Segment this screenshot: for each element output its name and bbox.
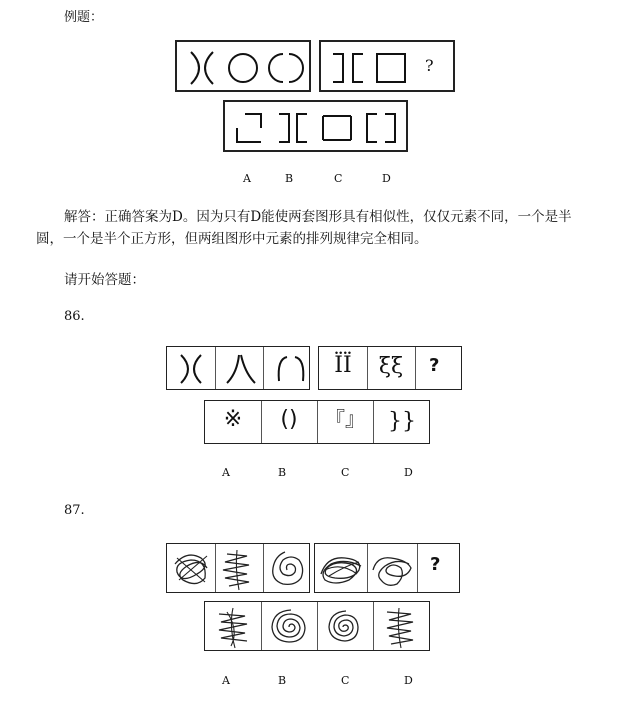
q86-set1-box	[166, 346, 310, 390]
q86-option-a-glyph: ※	[223, 407, 243, 432]
q86-set2-box	[318, 346, 462, 390]
q86-number: 86.	[64, 309, 85, 324]
example-option-d: D	[382, 172, 391, 185]
q86-options-box	[204, 400, 430, 444]
example-set1-figures	[177, 42, 313, 94]
example-set2-box	[319, 40, 455, 92]
q87-question-mark: ?	[430, 554, 441, 575]
q86-option-a: A	[222, 466, 230, 479]
example-option-c: C	[334, 172, 343, 185]
q86-option-b: B	[278, 466, 287, 479]
q87-options-box	[204, 601, 430, 651]
q86-glyph-double-i: ÏÏ	[334, 353, 352, 378]
example-option-a: A	[243, 172, 251, 185]
q86-glyph-xi: ξξ	[378, 354, 404, 379]
example-heading: 例题：	[64, 10, 104, 25]
q87-number: 87.	[64, 503, 85, 518]
q87-set1-figures	[167, 544, 311, 594]
q87-option-figures	[205, 602, 431, 652]
q86-set1-figures	[167, 347, 311, 391]
q87-option-b: B	[278, 674, 287, 687]
example-set2-figures	[321, 42, 457, 94]
q87-option-a: A	[222, 674, 230, 687]
example-option-figures	[225, 102, 410, 154]
q87-set1-box	[166, 543, 310, 593]
q86-option-c-glyph: 『』	[325, 407, 365, 431]
example-answer: 解答：正确答案为D。因为只有D能使两套图形具有相似性，仅仅元素不同，一个是半圆，一个是半个正方形，但两组图形中元素的排列规律完全相同。	[36, 209, 572, 247]
q86-option-c: C	[341, 466, 350, 479]
example-question-mark: ?	[425, 56, 434, 75]
start-prompt: 请开始答题：	[64, 272, 145, 288]
q87-option-c: C	[341, 674, 350, 687]
q87-set2-box	[314, 543, 460, 593]
example-set1-box	[175, 40, 311, 92]
example-options-box	[223, 100, 408, 152]
q86-question-mark: ?	[429, 355, 440, 376]
q86-option-d: D	[404, 466, 413, 479]
q87-option-d: D	[404, 674, 413, 687]
q86-option-d-glyph: }}	[388, 409, 416, 434]
q86-option-b-glyph: ()	[280, 407, 298, 432]
example-option-b: B	[285, 172, 294, 185]
